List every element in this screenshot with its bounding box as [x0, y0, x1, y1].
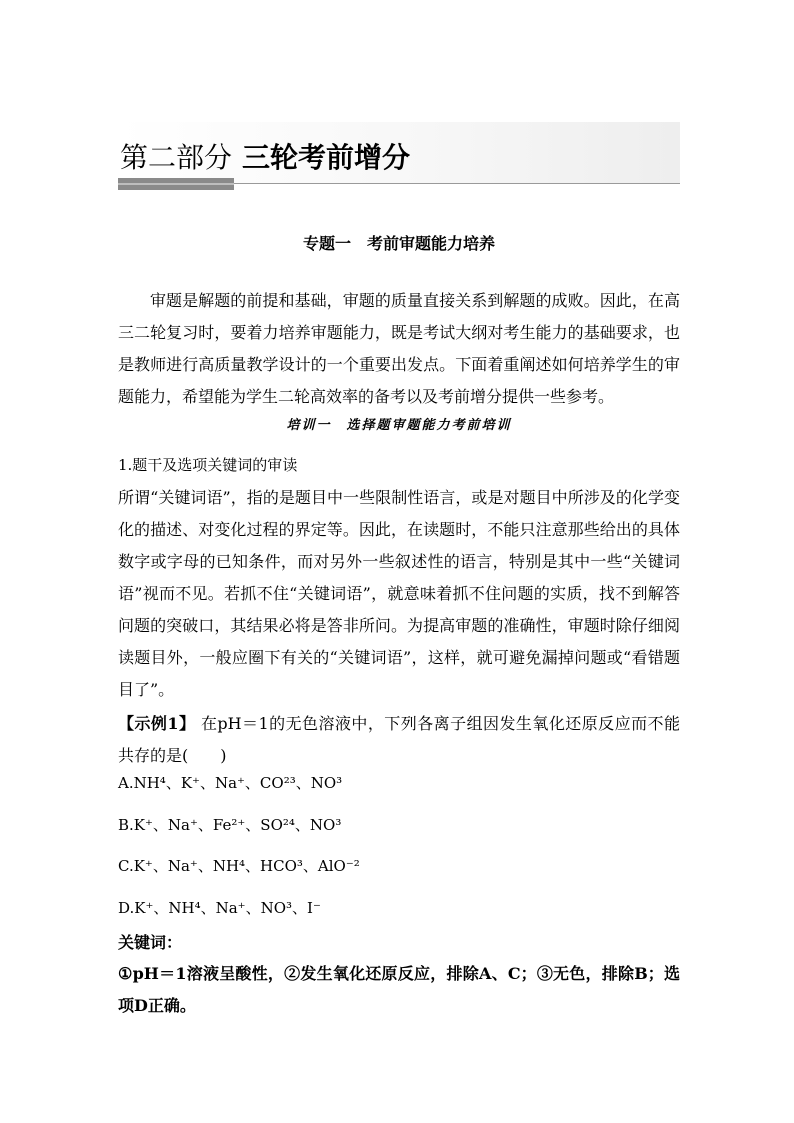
- part-title: 三轮考前增分: [242, 141, 411, 174]
- option-a: A.NH⁴、K⁺、Na⁺、CO²³、NO³: [118, 774, 343, 792]
- keywords-body: ①pH＝1溶液呈酸性，②发生氧化还原反应，排除A、C；③无色，排除B；选项D正确。: [118, 964, 680, 1015]
- part-header: [120, 140, 410, 176]
- section-heading: 1.题干及选项关键词的审读: [118, 456, 298, 474]
- training-title: 培训一 选择题审题能力考前培训: [286, 418, 512, 433]
- option-d: D.K⁺、NH⁴、Na⁺、NO³、I⁻: [118, 899, 321, 917]
- part-label: 第二部分: [120, 141, 233, 174]
- keywords-label: 关键词：: [118, 933, 183, 952]
- section-paragraph: 所谓“关键词语”，指的是题目中一些限制性语言，或是对题目中所涉及的化学变化的描述、对变化过程的界定等。因此，在读题时，不能只注意那些给出的具体数字或字母的已知条件，而对另外一些叙述性的语言，特别是其中一些“关键词语”视而不见。若抓不住“关键词语”，就意味着抓不住问题的实质，找不到解答问题的突破口，其结果必将是答非所问。为提高审题的准确性，审题时除仔细阅读题目外，一般应圈下有关的“关键词语”，这样，就可避免漏掉问题或“看错题目了”。: [118, 488, 680, 699]
- example-question-text: 在pH＝1的无色溶液中，下列各离子组因发生氧化还原反应而不能共存的是( ): [118, 714, 680, 765]
- option-c: C.K⁺、Na⁺、NH⁴、HCO³、AlO⁻²: [118, 857, 360, 875]
- header-accent-bar: [118, 178, 234, 190]
- intro-paragraph: 审题是解题的前提和基础，审题的质量直接关系到解题的成败。因此，在高三二轮复习时，要着力培养审题能力，既是考试大纲对考生能力的基础要求，也是教师进行高质量教学设计的一个重要出发点。下面着重阐述如何培养学生的审题能力，希望能为学生二轮高效率的备考以及考前增分提供一些参考。: [118, 291, 680, 406]
- example-question: [118, 708, 680, 772]
- option-b: B.K⁺、Na⁺、Fe²⁺、SO²⁴、NO³: [118, 816, 342, 834]
- example-tag: 【示例1】: [118, 714, 196, 733]
- topic-title: 专题一 考前审题能力培养: [302, 234, 495, 253]
